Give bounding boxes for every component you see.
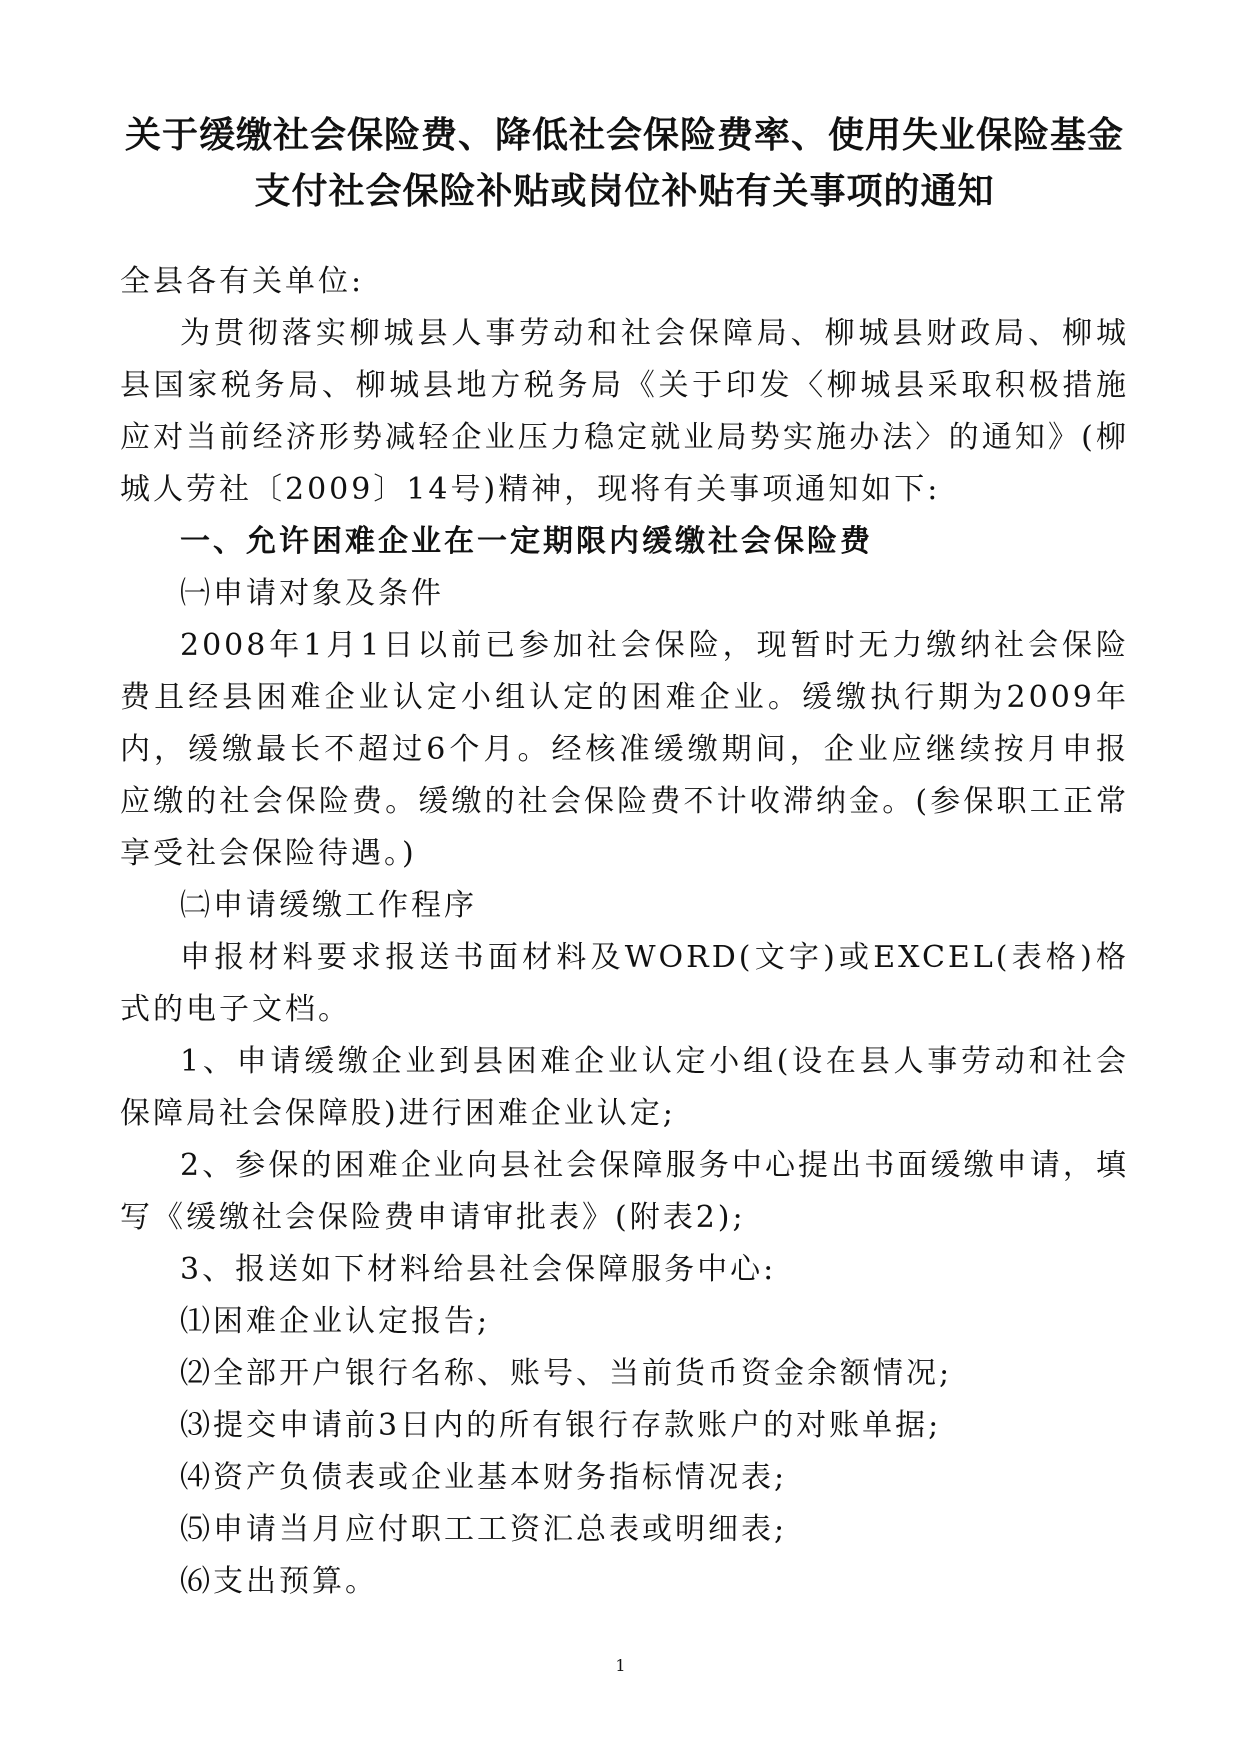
intro-paragraph: 为贯彻落实柳城县人事劳动和社会保障局、柳城县财政局、柳城县国家税务局、柳城县地方税务局《关于印发〈柳城县采取积极措施应对当前经济形势减轻企业压力稳定就业局势实施办法〉的通知》(柳城人劳社〔2009〕14号)精神，现将有关事项通知如下: [120, 316, 1129, 507]
title-line-2: 支付社会保险补贴或岗位补贴有关事项的通知 [254, 171, 995, 212]
sub-1-heading: ㈠申请对象及条件 [180, 576, 444, 611]
salutation: 全县各有关单位: [120, 264, 365, 299]
document-title [120, 108, 1129, 220]
step-1: 1、申请缓缴企业到县困难企业认定小组(设在县人事劳动和社会保障局社会保障股)进行困难企业认定; [120, 1044, 1129, 1131]
page-number: 1 [615, 1656, 626, 1675]
material-item: ⑷资产负债表或企业基本财务指标情况表; [180, 1460, 788, 1495]
step-3: 3、报送如下材料给县社会保障服务中心: [180, 1252, 777, 1287]
material-item: ⑴困难企业认定报告; [180, 1304, 491, 1339]
material-item: ⑶提交申请前3日内的所有银行存款账户的对账单据; [180, 1408, 942, 1443]
material-item: ⑸申请当月应付职工工资汇总表或明细表; [180, 1512, 788, 1547]
sub-2-body: 申报材料要求报送书面材料及WORD(文字)或EXCEL(表格)格式的电子文档。 [120, 940, 1129, 1027]
material-item: ⑵全部开户银行名称、账号、当前货币资金余额情况; [180, 1356, 953, 1391]
material-item: ⑹支出预算。 [180, 1564, 378, 1599]
sub-2-heading: ㈡申请缓缴工作程序 [180, 888, 477, 923]
section-1-heading: 一、允许困难企业在一定期限内缓缴社会保险费 [180, 524, 873, 559]
sub-1-body: 2008年1月1日以前已参加社会保险，现暂时无力缴纳社会保险费且经县困难企业认定小组认定的困难企业。缓缴执行期为2009年内，缓缴最长不超过6个月。经核准缓缴期间，企业应继续按月申报应缴的社会保险费。缓缴的社会保险费不计收滞纳金。(参保职工正常享受社会保险待遇。) [120, 628, 1129, 871]
title-line-1: 关于缓缴社会保险费、降低社会保险费率、使用失业保险基金 [124, 115, 1124, 156]
step-2: 2、参保的困难企业向县社会保障服务中心提出书面缓缴申请，填写《缓缴社会保险费申请审批表》(附表2); [120, 1148, 1129, 1235]
